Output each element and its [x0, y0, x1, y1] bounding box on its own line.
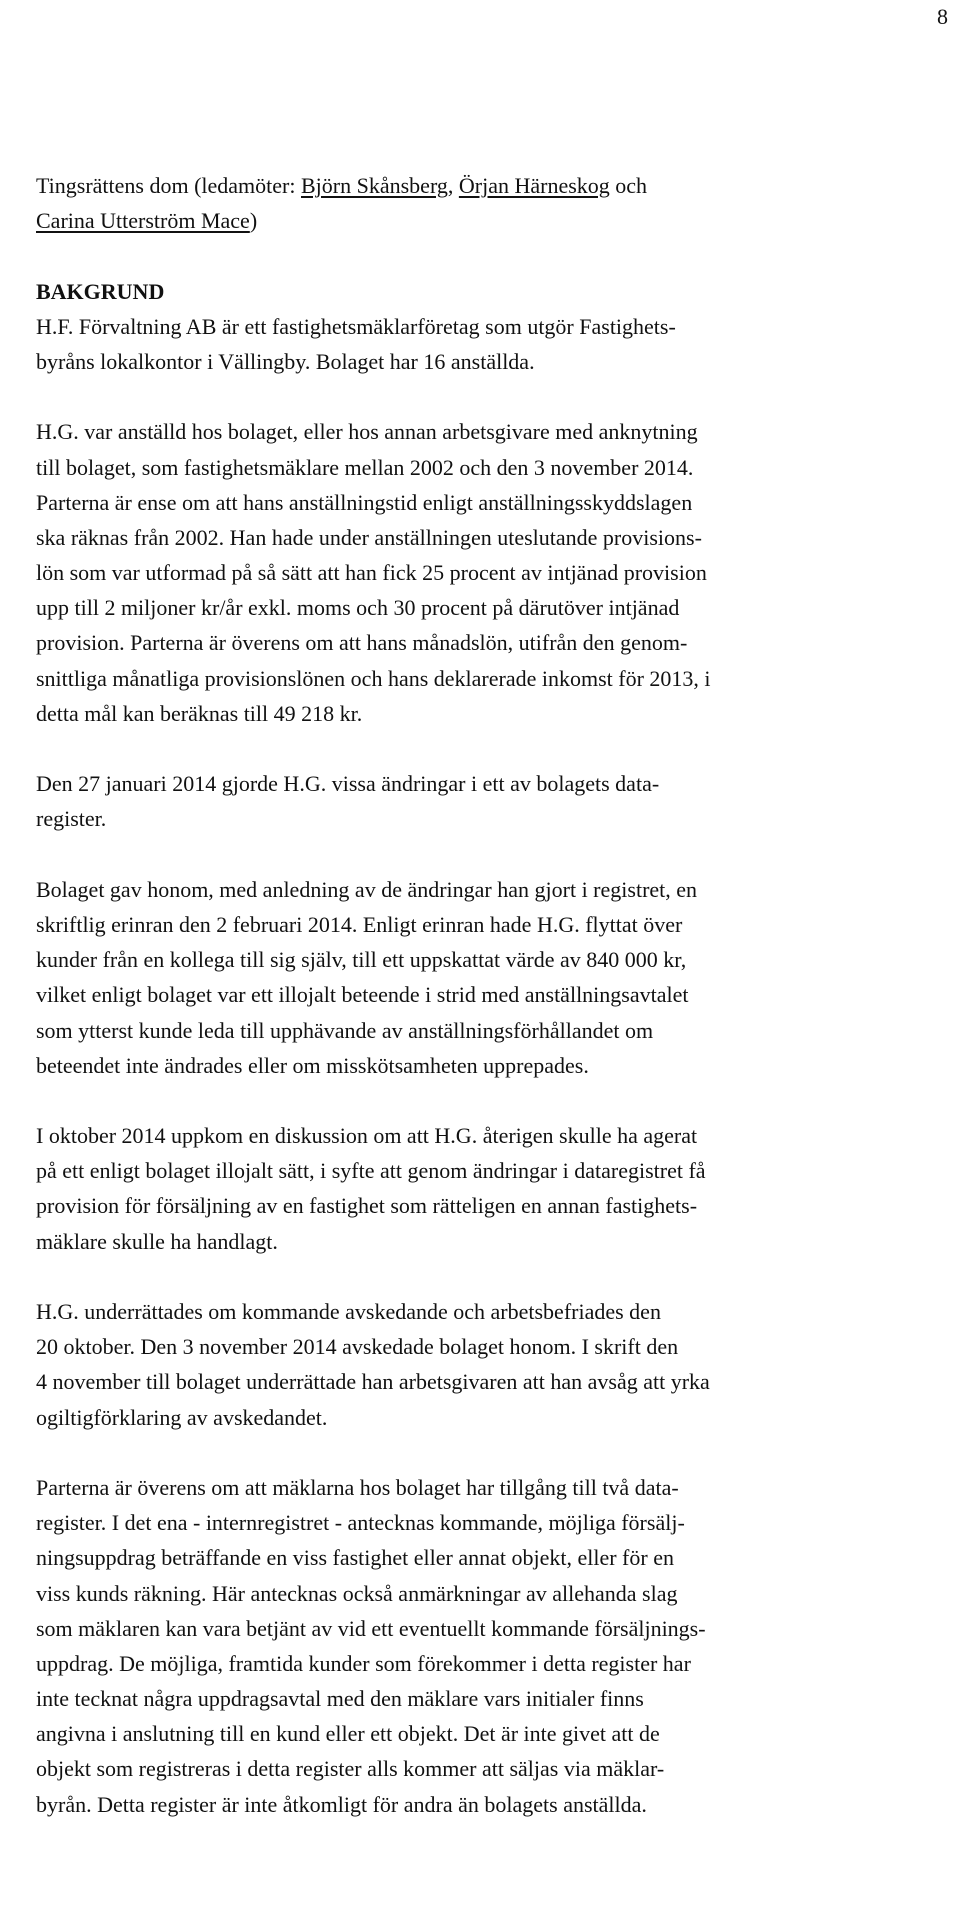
paragraph: [36, 309, 951, 379]
text-line: Parterna är överens om att mäklarna hos bolaget har tillgång till två data-: [36, 1474, 679, 1500]
court-line-2: [36, 203, 951, 238]
text-line: Bolaget gav honom, med anledning av de ändringar han gjort i registret, en: [36, 876, 698, 902]
court-prefix: Tingsrättens dom (ledamöter:: [36, 173, 301, 198]
paragraph: [36, 1294, 951, 1435]
paragraph: [36, 766, 951, 836]
judge-name-2: Örjan Härneskog: [458, 173, 610, 198]
paragraph: [36, 1470, 951, 1822]
text-line: upp till 2 miljoner kr/år exkl. moms och 30 procent på därutöver intjänad: [36, 595, 680, 621]
court-connector: och: [609, 173, 648, 198]
text-line: objekt som registreras i detta register alls kommer att säljas via mäklar-: [36, 1756, 665, 1782]
text-line: angivna i anslutning till en kund eller ett objekt. Det är inte givet att de: [36, 1721, 660, 1747]
paragraphs: [36, 309, 951, 1822]
text-line: 4 november till bolaget underrättade han arbetsgivaren att han avsåg att yrka: [36, 1369, 710, 1395]
text-line: skriftlig erinran den 2 februari 2014. Enligt erinran hade H.G. flyttat över: [36, 911, 683, 937]
text-line: byråns lokalkontor i Vällingby. Bolaget har 16 anställda.: [36, 348, 535, 374]
text-line: beteendet inte ändrades eller om misskötsamheten upprepades.: [36, 1052, 589, 1078]
text-line: som ytterst kunde leda till upphävande av anställningsförhållandet om: [36, 1017, 654, 1043]
court-line-1: Tingsrättens dom (ledamöter: Björn Skånsberg, Örjan Härneskog och: [36, 173, 648, 198]
text-line: vilket enligt bolaget var ett illojalt beteende i strid med anställningsavtalet: [36, 982, 689, 1008]
paragraph: [36, 872, 951, 1083]
text-line: ska räknas från 2002. Han hade under anställningen uteslutande provisions-: [36, 524, 702, 550]
judge-name-3: Carina Utterström Mace: [36, 208, 250, 234]
text-line: ogiltigförklaring av avskedandet.: [36, 1404, 328, 1430]
text-line: ningsuppdrag beträffande en viss fastighet eller annat objekt, eller för en: [36, 1545, 674, 1571]
text-line: provision. Parterna är överens om att hans månadslön, utifrån den genom-: [36, 630, 688, 656]
text-line: H.G. underrättades om kommande avskedande och arbetsbefriades den: [36, 1299, 661, 1324]
court-suffix: ): [249, 208, 258, 234]
text-line: till bolaget, som fastighetsmäklare mellan 2002 och den 3 november 2014.: [36, 454, 694, 480]
text-line: Parterna är ense om att hans anställningstid enligt anställningsskyddslagen: [36, 489, 693, 515]
text-line: på ett enligt bolaget illojalt sätt, i syfte att genom ändringar i dataregistret få: [36, 1158, 706, 1184]
text-line: register. I det ena - internregistret - antecknas kommande, möjliga försälj-: [36, 1510, 685, 1536]
text-line: H.F. Förvaltning AB är ett fastighetsmäklarföretag som utgör Fastighets-: [36, 313, 676, 339]
text-line: uppdrag. De möjliga, framtida kunder som förekommer i detta register har: [36, 1650, 691, 1676]
text-line: byrån. Detta register är inte åtkomligt för andra än bolagets anställda.: [36, 1791, 647, 1817]
paragraph: [36, 414, 951, 731]
text-line: viss kunds räkning. Här antecknas också anmärkningar av allehanda slag: [36, 1580, 678, 1606]
text-line: register.: [36, 806, 107, 832]
text-line: Den 27 januari 2014 gjorde H.G. vissa ändringar i ett av bolagets data-: [36, 771, 660, 797]
page-number: 8: [937, 4, 948, 29]
text-line: I oktober 2014 uppkom en diskussion om att H.G. återigen skulle ha agerat: [36, 1123, 698, 1149]
text-line: kunder från en kollega till sig själv, till ett uppskattat värde av 840 000 kr,: [36, 947, 687, 973]
text-line: provision för försäljning av en fastighet som rätteligen en annan fastighets-: [36, 1193, 698, 1219]
text-line: snittliga månatliga provisionslönen och hans deklarerade inkomst för 2013, i: [36, 665, 711, 691]
section-heading: BAKGRUND: [36, 278, 165, 304]
document-body: [36, 168, 951, 1822]
text-line: inte tecknat några uppdragsavtal med den mäklare vars initialer finns: [36, 1686, 644, 1712]
text-line: mäklare skulle ha handlagt.: [36, 1228, 278, 1254]
text-line: H.G. var anställd hos bolaget, eller hos annan arbetsgivare med anknytning: [36, 419, 698, 445]
text-line: 20 oktober. Den 3 november 2014 avskedade bolaget honom. I skrift den: [36, 1334, 679, 1360]
text-line: lön som var utformad på så sätt att han fick 25 procent av intjänad provision: [36, 560, 707, 586]
judge-name-1: Björn Skånsberg: [301, 173, 448, 198]
text-line: detta mål kan beräknas till 49 218 kr.: [36, 700, 363, 726]
paragraph: [36, 1118, 951, 1259]
text-line: som mäklaren kan vara betjänt av vid ett eventuellt kommande försäljnings-: [36, 1615, 706, 1641]
